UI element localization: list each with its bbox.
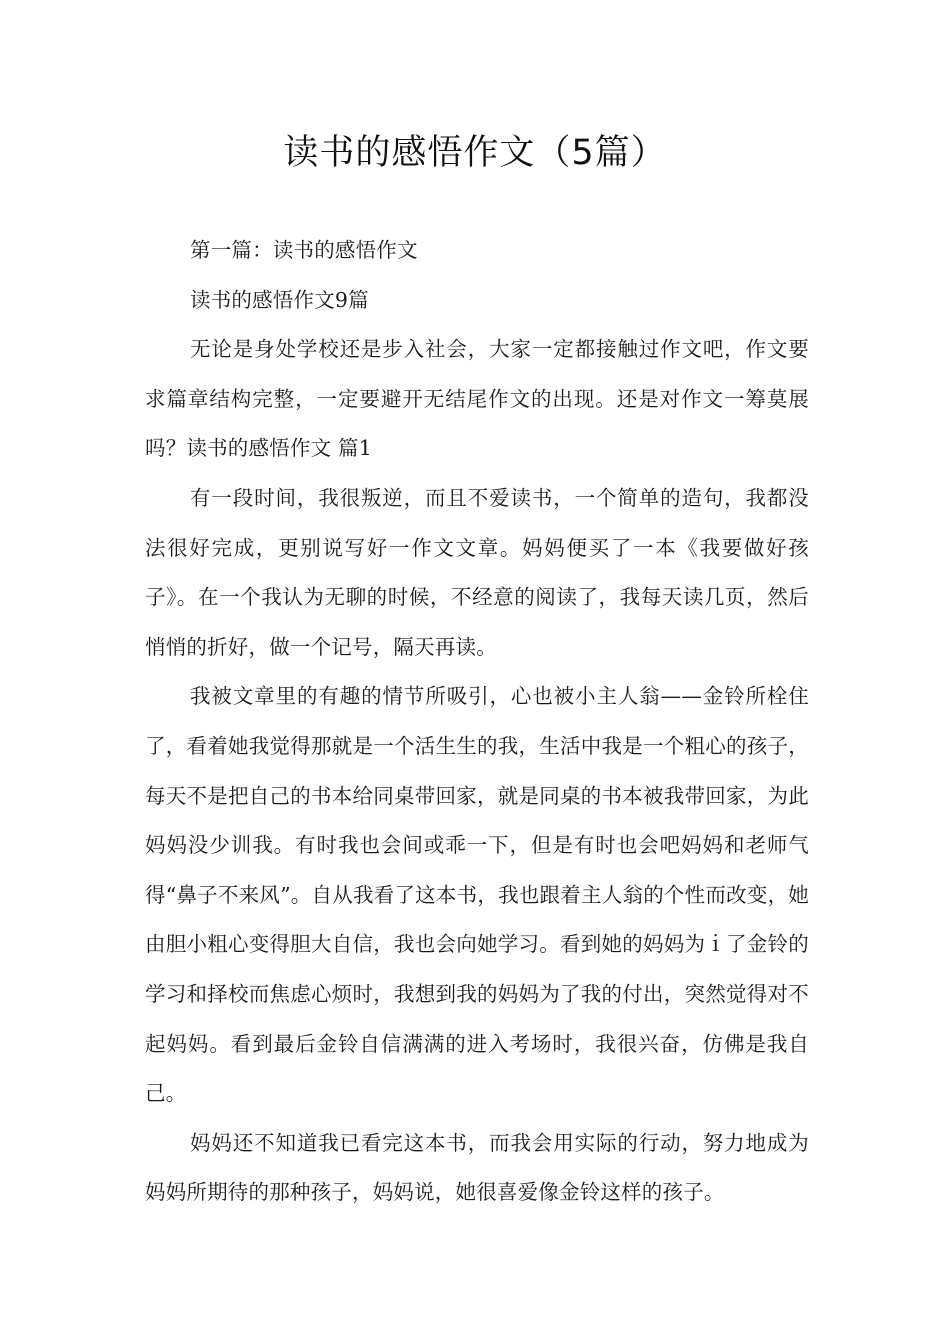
document-title: 读书的感悟作文（5篇）	[283, 133, 667, 173]
document-body	[145, 226, 809, 1218]
article-subtitle: 读书的感悟作文9篇	[190, 287, 369, 312]
section-heading: 第一篇：读书的感悟作文	[190, 238, 418, 262]
body-paragraph: 无论是身处学校还是步入社会，大家一定都接触过作文吧，作文要求篇章结构完整，一定要避开无结尾作文的出现。还是对作文一筹莫展吗？读书的感悟作文 篇1	[145, 337, 809, 461]
body-paragraph: 妈妈还不知道我已看完这本书，而我会用实际的行动，努力地成为妈妈所期待的那种孩子，妈妈说，她很喜爱像金铃这样的孩子。	[145, 1130, 809, 1205]
body-paragraph: 有一段时间，我很叛逆，而且不爱读书，一个简单的造句，我都没法很好完成，更别说写好一作文文章。妈妈便买了一本《我要做好孩子》。在一个我认为无聊的时候，不经意的阅读了，我每天读几页，然后悄悄的折好，做一个记号，隔天再读。	[145, 485, 809, 659]
body-paragraph: 我被文章里的有趣的情节所吸引，心也被小主人翁——金铃所栓住了，看着她我觉得那就是一个活生生的我，生活中我是一个粗心的孩子，每天不是把自己的书本给同桌带回家，就是同桌的书本被我带回家，为此妈妈没少训我。有时我也会间或乖一下，但是有时也会吧妈妈和老师气得“鼻子不来风”。自从我看了这本书，我也跟着主人翁的个性而改变，她由胆小粗心变得胆大自信，我也会向她学习。看到她的妈妈为ｉ了金铃的学习和择校而焦虑心烦时，我想到我的妈妈为了我的付出，突然觉得对不起妈妈。看到最后金铃自信满满的进入考场时，我很兴奋，仿佛是我自己。	[145, 684, 809, 1106]
